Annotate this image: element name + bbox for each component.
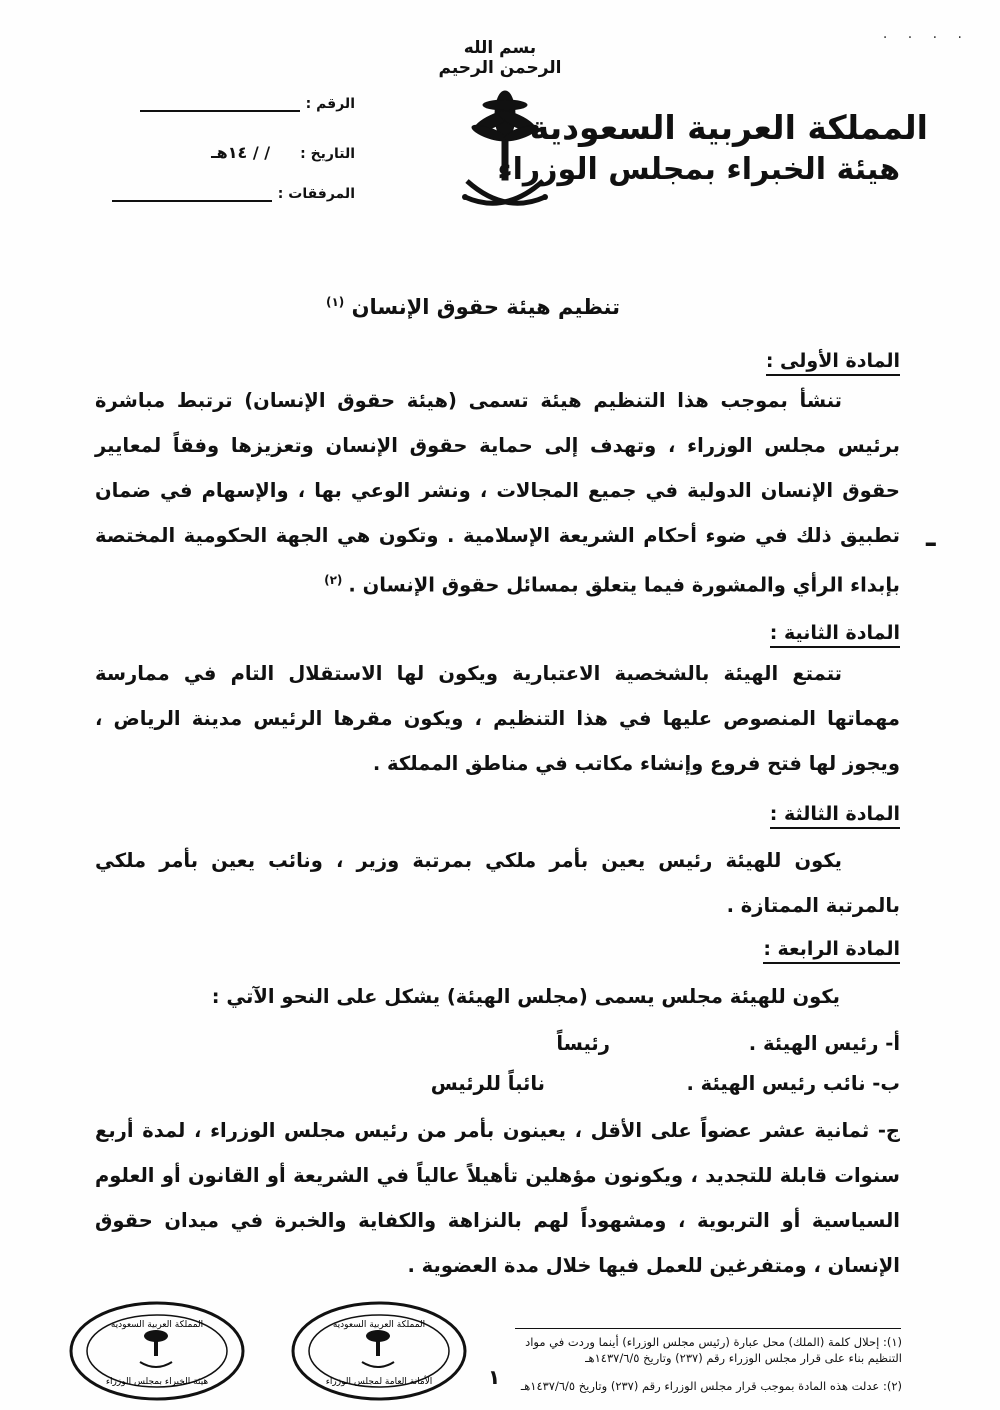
- date-value: / / ١٤هـ: [211, 143, 271, 162]
- article-1-text: تنشأ بموجب هذا التنظيم هيئة تسمى (هيئة حقوق الإنسان) ترتبط مباشرة برئيس مجلس الوزراء ، وتهدف إلى حماية حقوق الإنسان وتعزيزها وفقاً لمعايير حقوق الإنسان الدولية في جميع المجالات ، ونشر الوعي بها ، والإسهام في ضمان تطبيق ذلك في ضوء أحكام الشريعة الإسلامية . وتكون هي الجهة الحكومية المختصة بإبداء الرأي والمشورة فيما يتعلق بمسائل حقوق الإنسان .$^{(٢)}$: [95, 389, 900, 597]
- left-seal-line-2: هيئة الخبراء بمجلس الوزراء: [105, 1377, 209, 1387]
- article-4-item-a: أ- رئيس الهيئة .: [748, 1032, 900, 1055]
- article-1-footnote-ref: (٢): [324, 573, 343, 587]
- article-2-text: تتمتع الهيئة بالشخصية الاعتبارية ويكون لها الاستقلال التام في ممارسة مهماتها المنصوص عليها في هذا التنظيم ، ويكون مقرها الرئيس مدينة الرياض ، ويجوز لها فتح فروع وإنشاء مكاتب في مناطق المملكة .: [95, 662, 900, 775]
- date-row: [211, 143, 355, 162]
- left-seal-line-1: المملكة العربية السعودية: [110, 1320, 204, 1330]
- right-seal-line-2: الأمانة العامة لمجلس الوزراء: [325, 1377, 433, 1387]
- date-label: التاريخ :: [300, 146, 355, 162]
- footnote-1-line-1: (١): إحلال كلمة (الملك) محل عبارة (رئيس مجلس الوزراء) أينما وردت في مواد: [525, 1335, 902, 1349]
- article-3-text: يكون للهيئة رئيس يعين بأمر ملكي بمرتبة وزير ، ونائب يعين بأمر ملكي بالمرتبة الممتازة .: [95, 849, 900, 917]
- article-1-heading: المادة الأولى :: [766, 350, 900, 376]
- article-4-intro: يكون للهيئة مجلس يسمى (مجلس الهيئة) يشكل على النحو الآتي :: [211, 985, 840, 1008]
- title-text: تنظيم هيئة حقوق الإنسان: [351, 295, 620, 319]
- kingdom-name: المملكة العربية السعودية: [529, 108, 928, 147]
- corner-marks: · · · ·: [882, 30, 970, 46]
- footnote-2: (٢): عدلت هذه المادة بموجب قرار مجلس الوزراء رقم (٢٣٧) وتاريخ ١٤٣٧/٦/٥هـ: [520, 1379, 902, 1393]
- right-seal-line-1: المملكة العربية السعودية: [332, 1320, 426, 1330]
- article-4-item-b-role: نائباً للرئيس: [430, 1072, 545, 1095]
- basmala: بسم الله الرحمن الرحيم: [438, 38, 562, 78]
- title-footnote-ref: (١): [325, 295, 345, 309]
- attachments-row: [112, 186, 355, 202]
- document-title: [320, 295, 620, 319]
- article-4-item-c: ج- ثمانية عشر عضواً على الأقل ، يعينون بأمر من رئيس مجلس الوزراء ، لمدة أربع سنوات قابلة للتجديد ، ويكونون مؤهلين تأهيلاً عالياً في الشريعة أو القانون أو العلوم السياسية أو التربوية ، ومشهوداً لهم بالنزاهة والكفاية والخبرة في ميدان حقوق الإنسان ، ومتفرغين للعمل فيها خلال مدة العضوية .: [95, 1119, 900, 1277]
- article-4-heading: المادة الرابعة :: [763, 938, 900, 964]
- reference-label: الرقم :: [305, 96, 355, 112]
- authority-seal-icon: [68, 1300, 246, 1402]
- reference-row: [140, 96, 355, 112]
- footnote-divider: [515, 1328, 901, 1329]
- page-number: ١: [488, 1365, 501, 1389]
- article-4-item-b: ب- نائب رئيس الهيئة .: [686, 1072, 900, 1095]
- footnote-1-line-2: التنظيم بناء على قرار مجلس الوزراء رقم (٢٣٧) وتاريخ ١٤٣٧/٦/٥هـ: [585, 1351, 902, 1365]
- article-2-heading: المادة الثانية :: [770, 622, 900, 648]
- margin-mark: ـ: [926, 520, 936, 553]
- secretariat-seal-icon: [290, 1300, 468, 1402]
- attachments-line: [112, 188, 272, 202]
- attachments-label: المرفقات :: [277, 186, 355, 202]
- authority-name: هيئة الخبراء بمجلس الوزراء: [497, 152, 900, 187]
- article-3-heading: المادة الثالثة :: [770, 803, 900, 829]
- article-4-item-a-role: رئيساً: [556, 1032, 610, 1055]
- reference-line: [140, 98, 300, 112]
